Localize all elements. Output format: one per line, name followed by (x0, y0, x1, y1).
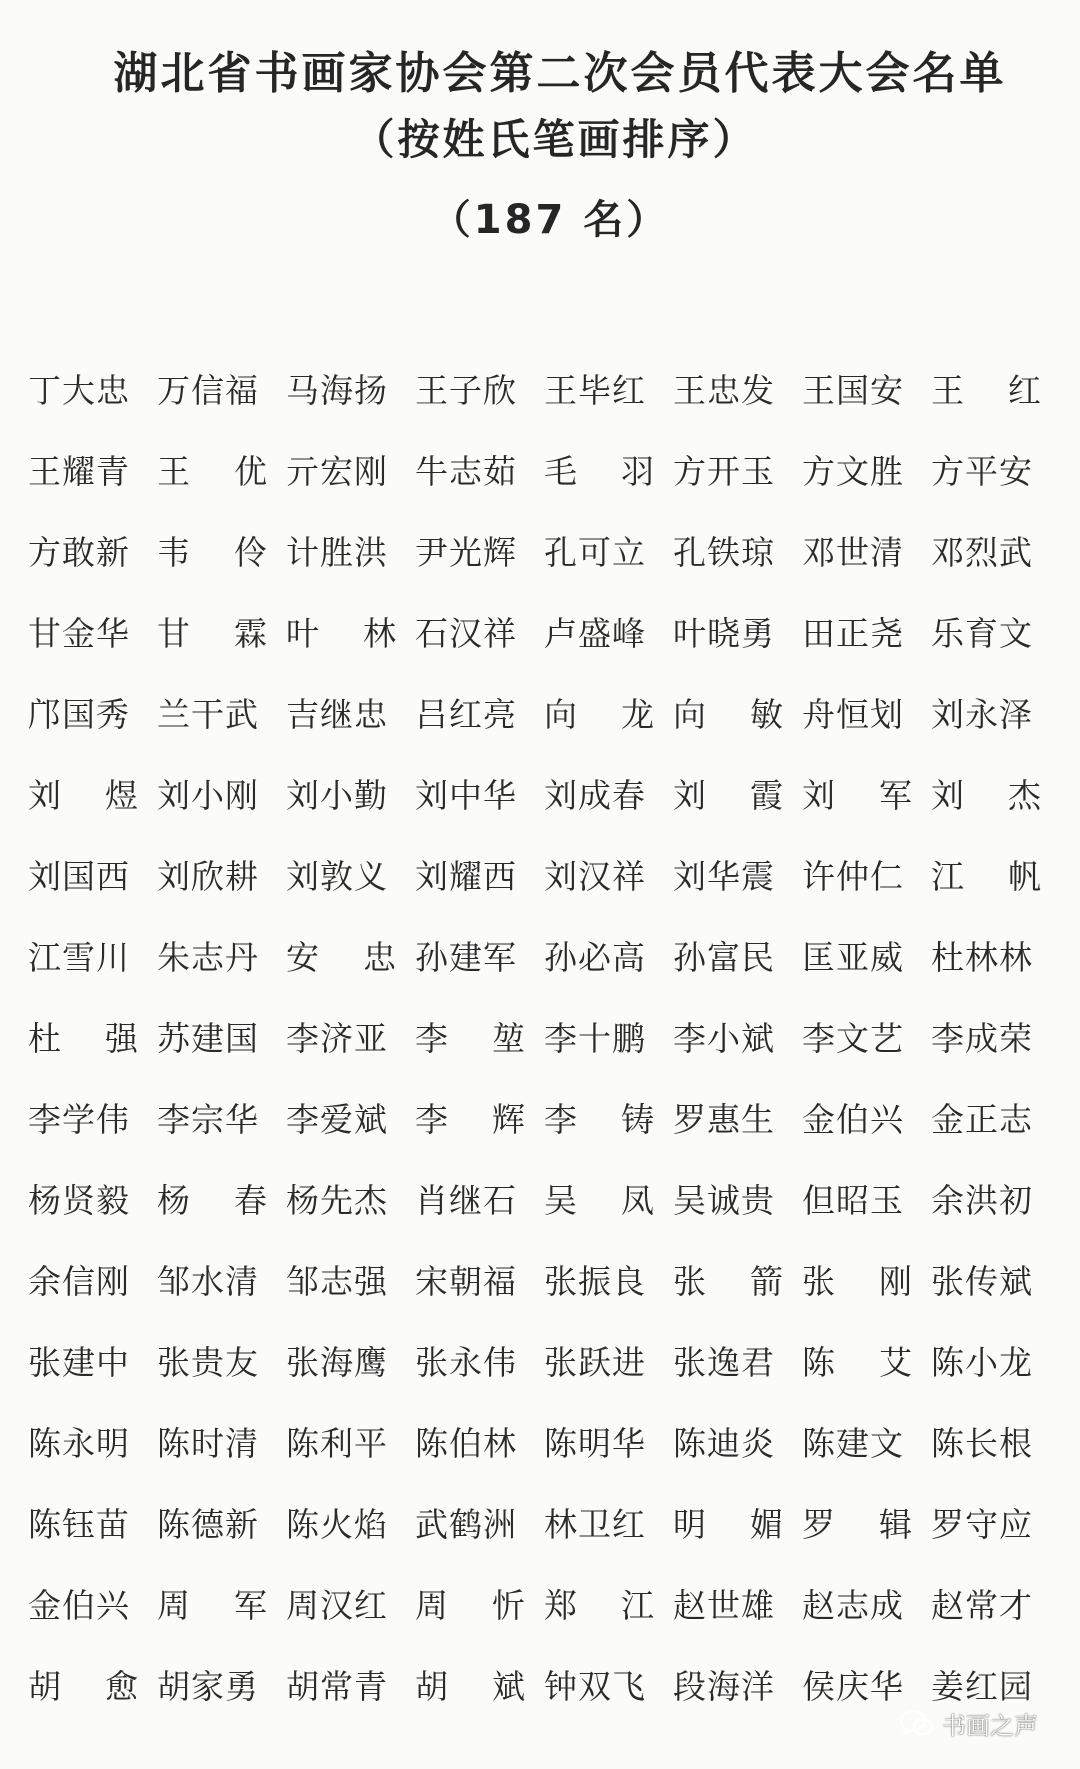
member-name: 方敢新 (28, 533, 130, 572)
member-name: 王 优 (157, 452, 267, 491)
member-name: 王子欣 (415, 371, 517, 410)
member-name: 孙建军 (415, 938, 517, 977)
member-name: 李 堃 (415, 1019, 525, 1058)
member-name: 吕红亮 (415, 695, 517, 734)
member-name: 吉继忠 (286, 695, 388, 734)
member-name: 邓烈武 (931, 533, 1033, 572)
member-name: 叶 林 (286, 614, 396, 653)
member-name: 张贵友 (157, 1343, 259, 1382)
wechat-icon (900, 1710, 934, 1738)
member-name: 罗 辑 (802, 1505, 912, 1544)
member-name: 孔铁琼 (673, 533, 775, 572)
member-name: 孙富民 (673, 938, 775, 977)
member-name: 王国安 (802, 371, 904, 410)
member-name: 姜红园 (931, 1667, 1033, 1706)
member-name: 陈永明 (28, 1424, 130, 1463)
member-name: 苏建国 (157, 1019, 259, 1058)
member-name: 张传斌 (931, 1262, 1033, 1301)
member-name: 孙必高 (544, 938, 646, 977)
member-name: 周 忻 (415, 1586, 525, 1625)
member-name: 陈迪炎 (673, 1424, 775, 1463)
member-name: 陈长根 (931, 1424, 1033, 1463)
member-name: 郑 江 (544, 1586, 654, 1625)
member-name: 江雪川 (28, 938, 130, 977)
member-name: 甘 霖 (157, 614, 267, 653)
member-name: 石汉祥 (415, 614, 517, 653)
member-name: 张永伟 (415, 1343, 517, 1382)
member-name: 陈钰苗 (28, 1505, 130, 1544)
member-name: 李爱斌 (286, 1100, 388, 1139)
member-name: 田正尧 (802, 614, 904, 653)
member-name: 安 忠 (286, 938, 396, 977)
member-name: 金正志 (931, 1100, 1033, 1139)
member-name: 金伯兴 (28, 1586, 130, 1625)
document-subtitle: （按姓氏笔画排序） (352, 115, 758, 164)
member-name: 陈伯林 (415, 1424, 517, 1463)
member-name: 刘敦义 (286, 857, 388, 896)
member-name: 陈建文 (802, 1424, 904, 1463)
member-name: 吴诚贵 (673, 1181, 775, 1220)
member-name: 方文胜 (802, 452, 904, 491)
watermark-text: 书画之声 (942, 1712, 1038, 1740)
member-name: 张跃进 (544, 1343, 646, 1382)
member-name: 韦 伶 (157, 533, 267, 572)
member-name: 杜林林 (931, 938, 1033, 977)
member-name: 余信刚 (28, 1262, 130, 1301)
member-name: 乐育文 (931, 614, 1033, 653)
member-name: 李学伟 (28, 1100, 130, 1139)
member-name: 毛 羽 (544, 452, 654, 491)
member-name: 兰干武 (157, 695, 259, 734)
member-name: 邹水清 (157, 1262, 259, 1301)
member-name: 舟恒划 (802, 695, 904, 734)
member-name: 段海洋 (673, 1667, 775, 1706)
member-name: 钟双飞 (544, 1667, 646, 1706)
member-name: 刘耀西 (415, 857, 517, 896)
member-name: 明 媚 (673, 1505, 783, 1544)
member-name: 杜 强 (28, 1019, 138, 1058)
member-name: 张逸君 (673, 1343, 775, 1382)
member-name: 杨贤毅 (28, 1181, 130, 1220)
watermark (900, 1706, 1038, 1741)
member-name: 王 红 (931, 371, 1041, 410)
member-name: 胡 愈 (28, 1667, 138, 1706)
member-name: 王忠发 (673, 371, 775, 410)
member-name: 侯庆华 (802, 1667, 904, 1706)
member-name: 陈时清 (157, 1424, 259, 1463)
member-name: 赵世雄 (673, 1586, 775, 1625)
member-name: 李小斌 (673, 1019, 775, 1058)
member-name: 宋朝福 (415, 1262, 517, 1301)
member-name: 尹光辉 (415, 533, 517, 572)
member-name: 朱志丹 (157, 938, 259, 977)
member-name: 向 龙 (544, 695, 654, 734)
member-name: 刘 杰 (931, 776, 1041, 815)
member-name: 张振良 (544, 1262, 646, 1301)
member-name: 周汉红 (286, 1586, 388, 1625)
member-name: 陈明华 (544, 1424, 646, 1463)
member-name: 王耀青 (28, 452, 130, 491)
member-name: 张海鹰 (286, 1343, 388, 1382)
member-name: 李十鹏 (544, 1019, 646, 1058)
member-name: 向 敏 (673, 695, 783, 734)
member-name: 邹志强 (286, 1262, 388, 1301)
member-name: 牛志茹 (415, 452, 517, 491)
member-name: 李文艺 (802, 1019, 904, 1058)
member-name: 江 帆 (931, 857, 1041, 896)
member-name: 李成荣 (931, 1019, 1033, 1058)
member-name: 余洪初 (931, 1181, 1033, 1220)
member-name: 许仲仁 (802, 857, 904, 896)
member-name: 但昭玉 (802, 1181, 904, 1220)
member-name: 陈小龙 (931, 1343, 1033, 1382)
member-name: 胡常青 (286, 1667, 388, 1706)
member-name: 刘永泽 (931, 695, 1033, 734)
member-name: 丁大忠 (28, 371, 130, 410)
member-name: 张 箭 (673, 1262, 783, 1301)
member-name: 刘 煜 (28, 776, 138, 815)
member-name: 甘金华 (28, 614, 130, 653)
member-name: 罗惠生 (673, 1100, 775, 1139)
member-name: 金伯兴 (802, 1100, 904, 1139)
member-name: 吴 凤 (544, 1181, 654, 1220)
member-name: 亓宏刚 (286, 452, 388, 491)
member-name: 张 刚 (802, 1262, 912, 1301)
member-name: 陈德新 (157, 1505, 259, 1544)
member-name: 刘 军 (802, 776, 912, 815)
member-name: 方开玉 (673, 452, 775, 491)
member-name: 孔可立 (544, 533, 646, 572)
member-name: 刘 霞 (673, 776, 783, 815)
member-name: 周 军 (157, 1586, 267, 1625)
member-name: 杨 春 (157, 1181, 267, 1220)
member-name: 武鹤洲 (415, 1505, 517, 1544)
member-name: 陈利平 (286, 1424, 388, 1463)
member-name: 陈火焰 (286, 1505, 388, 1544)
member-name: 李宗华 (157, 1100, 259, 1139)
member-name: 刘小勤 (286, 776, 388, 815)
member-name: 胡 斌 (415, 1667, 525, 1706)
member-name: 赵常才 (931, 1586, 1033, 1625)
member-name: 匡亚威 (802, 938, 904, 977)
member-name: 陈 艾 (802, 1343, 912, 1382)
document-title: 湖北省书画家协会第二次会员代表大会名单 (113, 48, 1007, 99)
member-count: （187 名） (430, 197, 670, 243)
member-name: 邓世清 (802, 533, 904, 572)
member-name: 万信福 (157, 371, 259, 410)
member-name: 刘小刚 (157, 776, 259, 815)
member-name: 刘中华 (415, 776, 517, 815)
member-name: 罗守应 (931, 1505, 1033, 1544)
name-list (28, 366, 1058, 1743)
member-name: 刘欣耕 (157, 857, 259, 896)
member-name: 邝国秀 (28, 695, 130, 734)
member-name: 李济亚 (286, 1019, 388, 1058)
member-name: 胡家勇 (157, 1667, 259, 1706)
member-name: 刘华震 (673, 857, 775, 896)
member-name: 刘国西 (28, 857, 130, 896)
member-name: 张建中 (28, 1343, 130, 1382)
member-name: 李 铸 (544, 1100, 654, 1139)
member-name: 卢盛峰 (544, 614, 646, 653)
member-name: 杨先杰 (286, 1181, 388, 1220)
member-name: 叶晓勇 (673, 614, 775, 653)
member-name: 肖继石 (415, 1181, 517, 1220)
member-name: 计胜洪 (286, 533, 388, 572)
member-name: 刘成春 (544, 776, 646, 815)
member-name: 刘汉祥 (544, 857, 646, 896)
member-name: 赵志成 (802, 1586, 904, 1625)
member-name: 林卫红 (544, 1505, 646, 1544)
member-name: 马海扬 (286, 371, 388, 410)
member-name: 方平安 (931, 452, 1033, 491)
member-name: 李 辉 (415, 1100, 525, 1139)
document-header (0, 44, 1080, 250)
member-name: 王毕红 (544, 371, 646, 410)
